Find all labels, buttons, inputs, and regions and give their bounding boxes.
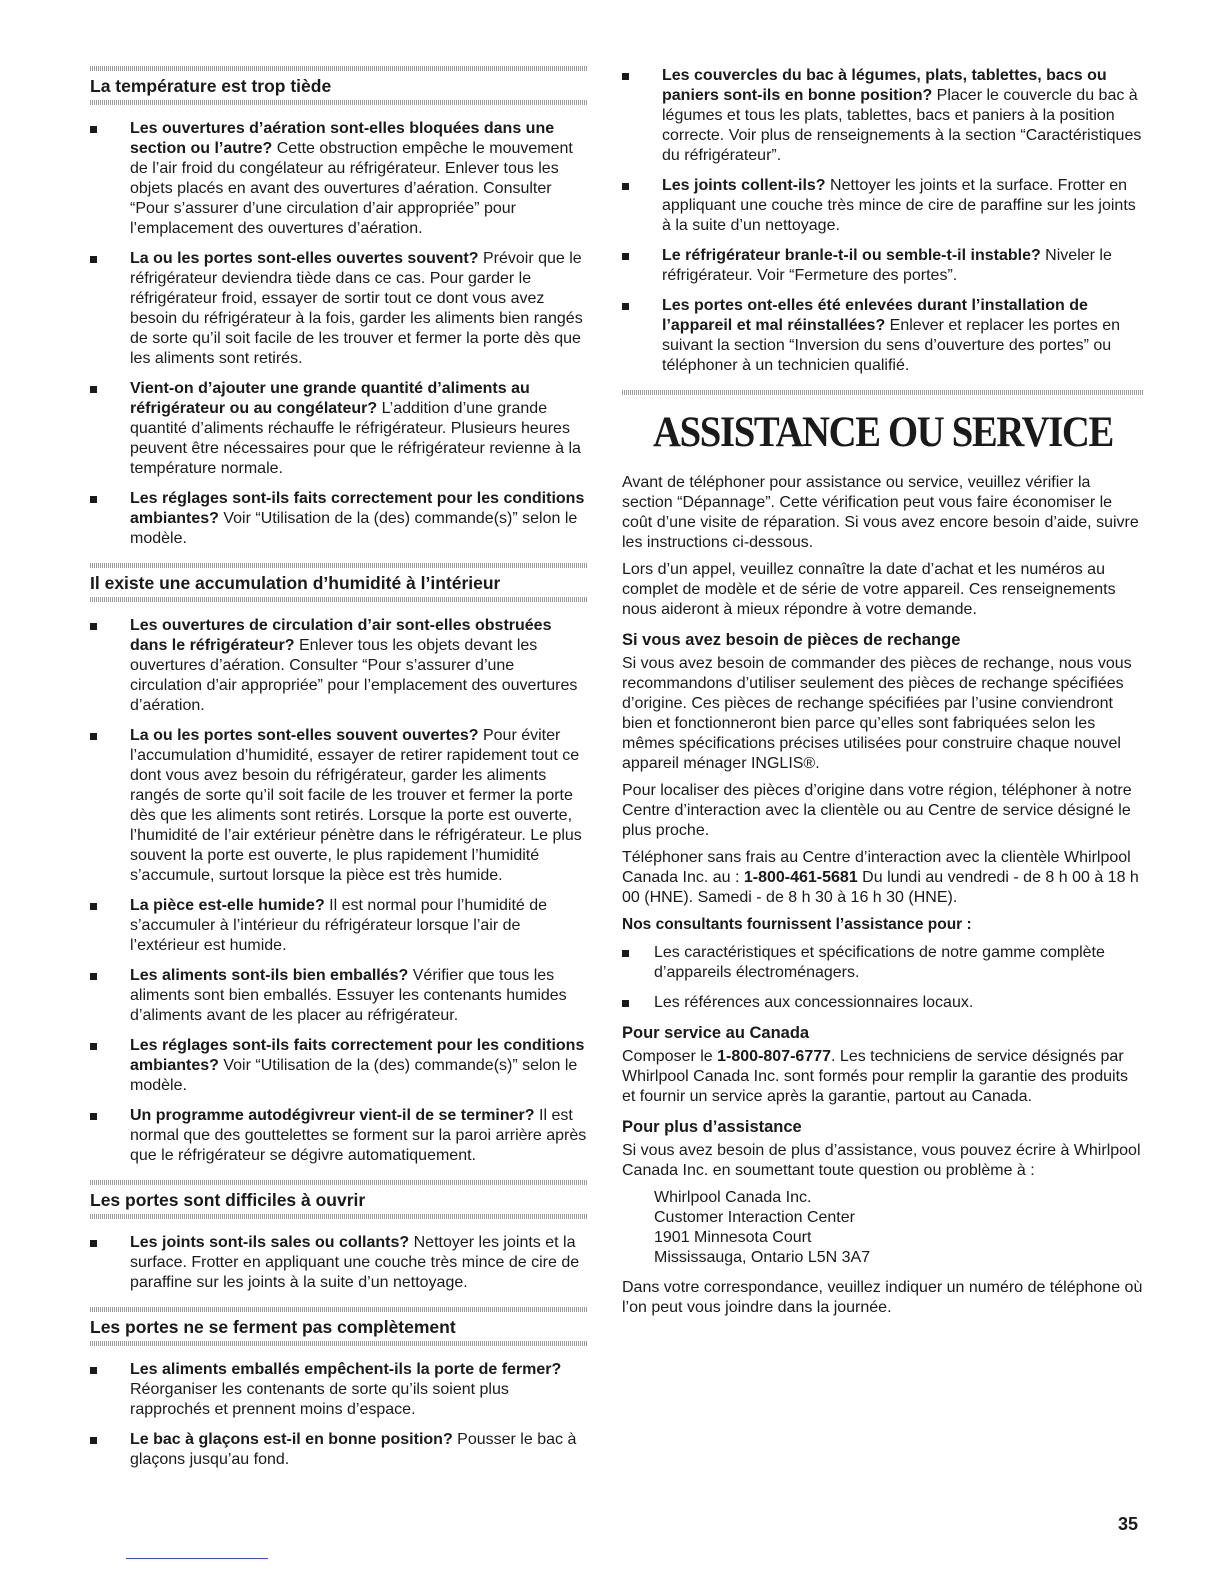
footer-line xyxy=(126,1558,268,1559)
address-line: Whirlpool Canada Inc. xyxy=(654,1189,812,1206)
bullet-icon xyxy=(90,386,97,393)
troubleshoot-list xyxy=(90,1233,588,1293)
list-item: Les ouvertures d’aération sont-elles bloquées dans une section ou l’autre? Cette obstruction empêche le mouvement de l’air froid du congélateur au réfrigérateur. Enlever tous les objets placés en avant des ouvertures d’aération. Consulter “Pour s’assurer d’une circulation d’air appropriée” pour l’emplacement des ouvertures d’aération. xyxy=(90,119,588,239)
list-item: Les réglages sont-ils faits correctement pour les conditions ambiantes? Voir “Utilisation de la (des) commande(s)” selon le modèle. xyxy=(90,489,588,549)
bullet-icon xyxy=(90,256,97,263)
bullet-icon xyxy=(90,903,97,910)
canada-paragraph: Composer le 1-800-807-6777. Les techniciens de service désignés par Whirlpool Canada Inc. sont formés pour remplir la garantie des produits et fournir un service après la garantie, partout au Canada. xyxy=(622,1048,1129,1105)
list-item: Les réglages sont-ils faits correctement pour les conditions ambiantes? Voir “Utilisation de la (des) commande(s)” selon le modèle. xyxy=(90,1036,588,1096)
dotted-rule xyxy=(90,1341,588,1346)
page-number: 35 xyxy=(1118,1514,1139,1534)
bullet-icon xyxy=(622,253,629,260)
bullet-icon xyxy=(90,1113,97,1120)
dotted-rule xyxy=(90,1307,588,1312)
bullet-icon xyxy=(622,73,629,80)
list-item: Les aliments emballés empêchent-ils la porte de fermer? Réorganiser les contenants de sorte qu’ils soient plus rapprochés et prennent moins d’espace. xyxy=(90,1360,588,1420)
bullet-icon xyxy=(622,950,629,957)
more-heading: Pour plus d’assistance xyxy=(622,1118,802,1136)
title-rule xyxy=(622,390,1144,395)
canada-heading: Pour service au Canada xyxy=(622,1024,810,1042)
list-item: Les joints collent-ils? Nettoyer les joints et la surface. Frotter en appliquant une couche très mince de cire de paraffine sur les joints à la suite d’un nettoyage. xyxy=(622,176,1144,236)
bullet-icon xyxy=(90,126,97,133)
section-heading xyxy=(90,1307,588,1346)
bullet-icon xyxy=(90,1043,97,1050)
call-paragraph: Téléphoner sans frais au Centre d’interaction avec la clientèle Whirlpool Canada Inc. au : 1-800-461-5681 Du lundi au vendredi - de 8 h 00 à 18 h 00 (HNE). Samedi - de 8 h 30 à 16 h 30 (HNE). xyxy=(622,849,1139,906)
bullet-icon xyxy=(90,973,97,980)
section-heading xyxy=(90,66,588,105)
bullet-icon xyxy=(90,1437,97,1444)
address-line: 1901 Minnesota Court xyxy=(654,1229,812,1246)
bullet-icon xyxy=(90,733,97,740)
list-item: Vient-on d’ajouter une grande quantité d’aliments au réfrigérateur ou au congélateur? L’addition d’une grande quantité d’aliments réchauffe le réfrigérateur. Plusieurs heures peuvent être nécessaires pour que le réfrigérateur revienne à la température normale. xyxy=(90,379,588,479)
page-title: ASSISTANCE OU SERVICE xyxy=(653,409,1113,456)
bullet-icon xyxy=(90,1240,97,1247)
list-item: Les ouvertures de circulation d’air sont-elles obstruées dans le réfrigérateur? Enlever tous les objets devant les ouvertures d’aération. Consulter “Pour s’assurer d’une circulation d’air appropriée” pour l’emplacement des ouvertures d’aération. xyxy=(90,616,588,716)
more-paragraph: Si vous avez besoin de plus d’assistance, vous pouvez écrire à Whirlpool Canada Inc. en soumettant toute question ou problème à : xyxy=(622,1142,1141,1179)
bullet-icon xyxy=(90,623,97,630)
dotted-rule xyxy=(90,66,588,71)
parts-paragraph: Si vous avez besoin de commander des pièces de rechange, nous vous recommandons d’utiliser seulement des pièces de rechange spécifiées d’origine. Ces pièces de rechange spécifiées par l’usine conviendront bien et fonctionneront bien parce qu’elles sont fabriquées selon les mêmes spécifications précises utilisées pour construire chaque nouvel appareil ménager INGLIS®. xyxy=(622,655,1132,772)
section-title: La température est trop tiède xyxy=(90,76,332,96)
bullet-icon xyxy=(622,183,629,190)
dotted-rule xyxy=(90,597,588,602)
left-column xyxy=(90,66,588,1484)
parts-heading: Si vous avez besoin de pièces de rechange xyxy=(622,631,961,649)
troubleshoot-list xyxy=(90,616,588,1166)
list-item: Les portes ont-elles été enlevées durant l’installation de l’appareil et mal réinstallées? Enlever et replacer les portes en suivant la section “Inversion du sens d’ouverture des portes” ou téléphoner à un technicien qualifié. xyxy=(622,296,1144,376)
section-heading xyxy=(90,563,588,602)
consult-heading: Nos consultants fournissent l’assistance pour : xyxy=(622,916,972,933)
list-item: Les couvercles du bac à légumes, plats, tablettes, bacs ou paniers sont-ils en bonne position? Placer le couvercle du bac à légumes et tous les plats, tablettes, bacs et paniers à la position correcte. Voir plus de renseignements à la section “Caractéristiques du réfrigérateur”. xyxy=(622,66,1144,166)
dotted-rule xyxy=(90,100,588,105)
bullet-icon xyxy=(622,1000,629,1007)
intro-paragraph: Avant de téléphoner pour assistance ou service, veuillez vérifier la section “Dépannage”. Cette vérification peut vous faire économiser le coût d’une visite de réparation. Si vous avez encore besoin d’aide, suivre les instructions ci-dessous. xyxy=(622,474,1139,551)
consult-list xyxy=(622,943,1144,1013)
list-item: Les références aux concessionnaires locaux. xyxy=(622,993,1144,1013)
bullet-icon xyxy=(90,496,97,503)
right-column xyxy=(622,66,1144,1325)
list-item: La pièce est-elle humide? Il est normal pour l’humidité de s’accumuler à l’intérieur du réfrigérateur lorsque l’air de l’extérieur est humide. xyxy=(90,896,588,956)
list-item: Le réfrigérateur branle-t-il ou semble-t-il instable? Niveler le réfrigérateur. Voir “Fermeture des portes”. xyxy=(622,246,1144,286)
list-item: La ou les portes sont-elles souvent ouvertes? Pour éviter l’accumulation d’humidité, essayer de retirer rapidement tout ce dont vous avez besoin du réfrigérateur, garder les aliments rangés de sorte qu’il soit facile de les trouver et fermer la porte dès que les aliments sont retirés. Lorsque la porte est ouverte, l’humidité de l’air extérieur pénètre dans le réfrigérateur. Le plus souvent la porte est ouverte, le plus rapidement l’humidité s’accumule, surtout lorsque la pièce est très humide. xyxy=(90,726,588,886)
list-item: Le bac à glaçons est-il en bonne position? Pousser le bac à glaçons jusqu’au fond. xyxy=(90,1430,588,1470)
list-item: Les aliments sont-ils bien emballés? Vérifier que tous les aliments sont bien emballés. Essuyer les contenants humides d’aliments avant de les placer au réfrigérateur. xyxy=(90,966,588,1026)
list-item: La ou les portes sont-elles ouvertes souvent? Prévoir que le réfrigérateur deviendra tiède dans ce cas. Pour garder le réfrigérateur froid, essayer de sortir tout ce dont vous avez besoin du réfrigérateur à la fois, garder les aliments bien rangés de sorte qu’il soit facile de les trouver et fermer la porte dès que les aliments sont retirés. xyxy=(90,249,588,369)
list-item: Un programme autodégivreur vient-il de se terminer? Il est normal que des gouttelettes se forment sur la paroi arrière après que le réfrigérateur se dégivre automatiquement. xyxy=(90,1106,588,1166)
parts-paragraph: Pour localiser des pièces d’origine dans votre région, téléphoner à notre Centre d’interaction avec la clientèle ou au Centre de service désigné le plus proche. xyxy=(622,782,1132,839)
address-line: Customer Interaction Center xyxy=(654,1209,855,1226)
dotted-rule xyxy=(90,563,588,568)
dotted-rule xyxy=(622,390,1144,395)
dotted-rule xyxy=(90,1214,588,1219)
troubleshoot-list-continued xyxy=(622,66,1144,376)
phone-number: 1-800-807-6777 xyxy=(717,1048,832,1065)
phone-number: 1-800-461-5681 xyxy=(743,869,858,886)
bullet-icon xyxy=(90,1367,97,1374)
address-line: Mississauga, Ontario L5N 3A7 xyxy=(654,1249,871,1266)
dotted-rule xyxy=(90,1180,588,1185)
mailing-address xyxy=(622,1188,1144,1268)
intro-paragraph: Lors d’un appel, veuillez connaître la date d’achat et les numéros au complet de modèle et de série de votre appareil. Ces renseignements nous aideront à mieux répondre à votre demande. xyxy=(622,561,1116,618)
section-heading xyxy=(90,1180,588,1219)
section-title: Il existe une accumulation d’humidité à l’intérieur xyxy=(90,573,501,593)
troubleshoot-list xyxy=(90,119,588,549)
closing-paragraph: Dans votre correspondance, veuillez indiquer un numéro de téléphone où l’on peut vous joindre dans la journée. xyxy=(622,1279,1143,1316)
troubleshoot-list xyxy=(90,1360,588,1470)
list-item: Les joints sont-ils sales ou collants? Nettoyer les joints et la surface. Frotter en appliquant une couche très mince de cire de paraffine sur les joints à la suite d’un nettoyage. xyxy=(90,1233,588,1293)
bullet-icon xyxy=(622,303,629,310)
list-item: Les caractéristiques et spécifications de notre gamme complète d’appareils électroménagers. xyxy=(622,943,1144,983)
section-title: Les portes sont difficiles à ouvrir xyxy=(90,1190,366,1210)
section-title: Les portes ne se ferment pas complètement xyxy=(90,1317,456,1337)
